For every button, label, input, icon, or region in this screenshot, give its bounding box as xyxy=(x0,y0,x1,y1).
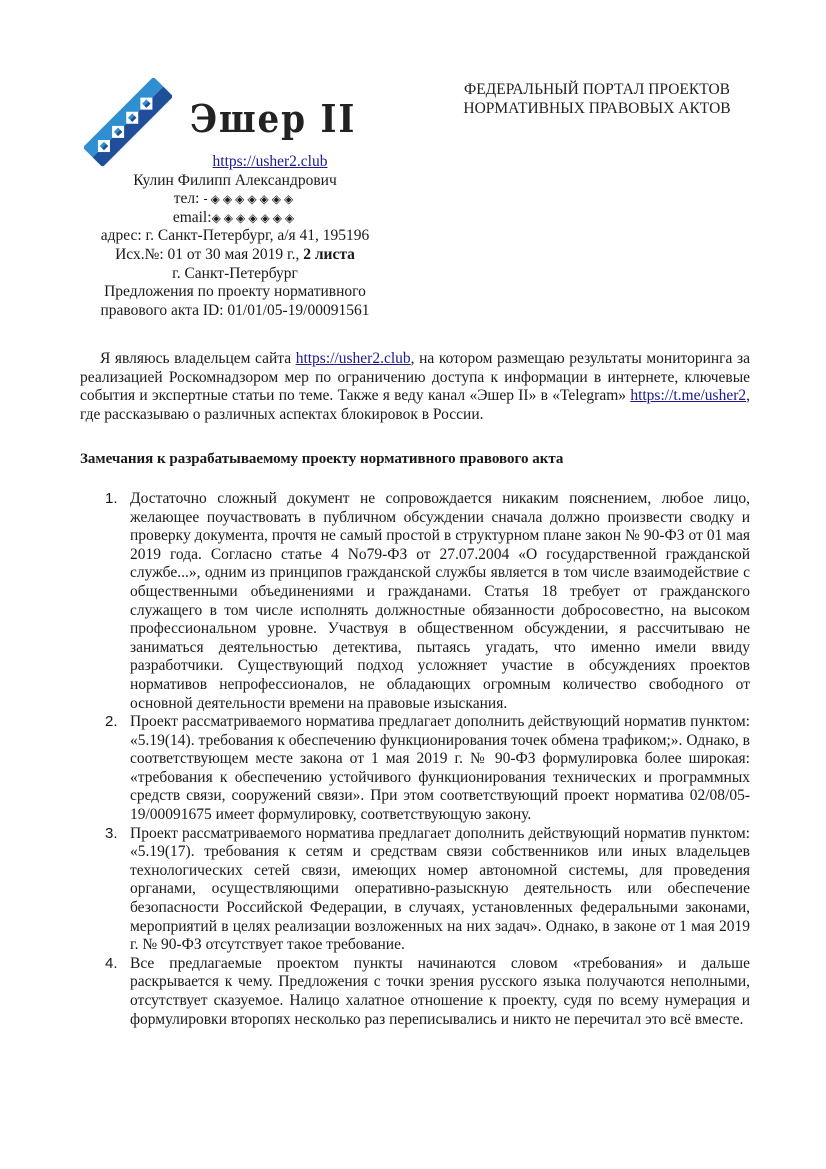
address: адрес: г. Санкт-Петербург, а/я 41, 195196 xyxy=(100,227,370,245)
phone-label: тел: xyxy=(173,190,204,208)
site-link[interactable]: https://usher2.club xyxy=(212,153,328,170)
item-number: 4. xyxy=(105,954,118,972)
item-text: Проект рассматриваемого норматива предлагает дополнить действующий норматив пунктом: «5.19(14). требования к обеспечению функционирования точек обмена трафиком;». Однако, в соответствующем месте закона от 1 мая 2019 г. № 90-ФЗ формулировка более широкая: «требования к обеспечению устойчивого функционирования технических и программных средств связи, сооружений связи». При этом соответствующий проект норматива 02/08/05-19/00091675 имеет формулировку, соответствующую закону. xyxy=(130,713,750,824)
sender-block xyxy=(80,153,390,320)
phone-value: -◈◈◈◈◈◈◈ xyxy=(203,192,297,207)
item-text: Достаточно сложный документ не сопровождается никаким пояснением, любое лицо, желающее поучаствовать в публичном обсуждении сначала должно произвести сводку и проверку документа, прочтя не самый простой в структурном плане закон № 90-ФЗ от 01 мая 2019 года. Согласно статье 4 No79-ФЗ от 27.07.2004 «О государственной гражданской службе...», одним из принципов гражданской службы является в том числе взаимодействие с общественными объединениями и гражданами. Статья 18 требует от гражданского служащего в том числе исполнять должностные обязанности добросовестно, на высоком профессиональном уровне. Участвуя в общественном обсуждении, я рассчитываю не заниматься деятельностью детектива, пытаясь угадать, что именно имели ввиду разработчики. Существующий подход усложняет участие в обсуждениях проектов нормативов непрофессионалов, не обладающих огромным количество свободного от основной деятельности времени на правовые изыскания. xyxy=(130,489,750,712)
email-line xyxy=(80,209,390,228)
sender-name: Кулин Филипп Александрович xyxy=(133,171,337,189)
email-label: email: xyxy=(172,208,212,226)
email-value: ◈◈◈◈◈◈◈ xyxy=(211,210,298,225)
city: г. Санкт-Петербург xyxy=(172,264,298,282)
portal-line-1: ФЕДЕРАЛЬНЫЙ ПОРТАЛ ПРОЕКТОВ xyxy=(463,81,731,98)
item-number: 1. xyxy=(105,489,118,507)
subject-line-1: Предложения по проекту нормативного xyxy=(104,283,366,301)
list-item xyxy=(105,713,750,825)
intro-text-3: , где рассказываю о различных аспектах блокировок в России. xyxy=(80,387,750,423)
phone-line xyxy=(80,190,390,209)
list-item xyxy=(105,824,750,955)
recipient-block xyxy=(442,81,752,118)
page-count: 2 листа xyxy=(303,245,355,263)
document-body xyxy=(80,350,750,1029)
telegram-link[interactable]: https://t.me/usher2 xyxy=(630,387,747,405)
site-link-inline[interactable]: https://usher2.club xyxy=(295,350,411,367)
item-text: Проект рассматриваемого норматива предлагает дополнить действующий норматив пунктом: «5.19(17). требования к сетям и средствам связи собственников или иных владельцев технологических сетей связи, имеющих номер автономной системы, для проведения органами, осуществляющими оперативно-разыскную деятельность или обеспечение безопасности Российской Федерации, в случаях, установленных федеральными законами, мероприятий в целях реализации возложенных на них задач». Однако, в законе от 1 мая 2019 г. № 90-ФЗ отсутствует такое требование. xyxy=(130,824,750,954)
item-text: Все предлагаемые проектом пункты начинаются словом «требования» и дальше раскрывается к чему. Предложения с точки зрения русского языка получаются неполными, отсутствует сказуемое. Налицо халатное отношение к проекту, судя по всему нумерация и формулировки второпях несколько раз переписывались и никто не перечитал это всё вместе. xyxy=(130,954,750,1028)
list-item xyxy=(105,954,750,1029)
remarks-list xyxy=(80,490,750,1029)
list-item xyxy=(105,489,750,713)
portal-line-2: НОРМАТИВНЫХ ПРАВОВЫХ АКТОВ xyxy=(463,99,731,117)
outgoing-number xyxy=(80,246,390,265)
remarks-heading: Замечания к разрабатываемому проекту нормативного правового акта xyxy=(80,451,564,468)
subject-line-2: правового акта ID: 01/01/05-19/00091561 xyxy=(100,301,370,319)
intro-text-2: , на котором размещаю результаты мониторинга за реализацией Роскомнадзором мер по ограничению доступа к информации в интернете, ключевые события и экспертные статьи по теме. Также я веду канал «Эшер II» в «Telegram» xyxy=(80,350,750,405)
brand-name: Эшер II xyxy=(190,96,357,141)
item-number: 2. xyxy=(105,713,118,731)
intro-text-1: Я являюсь владельцем сайта xyxy=(100,350,296,367)
item-number: 3. xyxy=(105,824,118,842)
intro-paragraph xyxy=(80,350,750,424)
outgoing-prefix: Исх.№: 01 от 30 мая 2019 г., xyxy=(115,245,304,263)
